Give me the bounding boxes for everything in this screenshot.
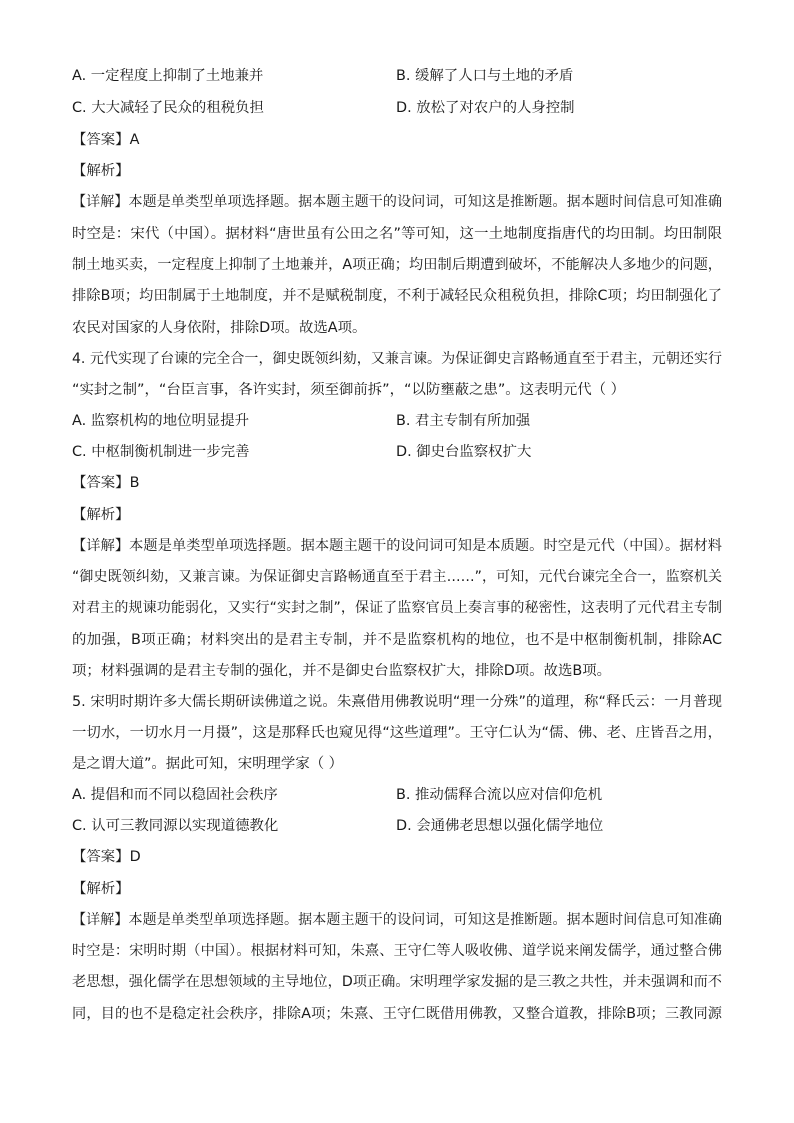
q4-answer: 【答案】B (72, 475, 140, 491)
q5-detail-line: 【详解】本题是单类型单项选择题。据本题主题干的设问词，可知这是推断题。据本题时间信息可知准确 (72, 912, 722, 928)
q4-stem-line: 4. 元代实现了台谏的完全合一，御史既领纠劾，又兼言谏。为保证御史言路畅通直至于君主，元朝还实行 (72, 351, 722, 367)
q3-detail-line: 农民对国家的人身依附，排除D项。故选A项。 (72, 320, 367, 336)
q4-option-a: A. 监察机构的地位明显提升 (72, 413, 250, 429)
q5-detail-line: 老思想，强化儒学在思想领域的主导地位，D项正确。宋明理学家发掘的是三教之共性，并未强调和而不 (72, 974, 722, 990)
q5-option-c: C. 认可三教同源以实现道德教化 (72, 818, 279, 834)
q5-detail-line: 时空是：宋明时期（中国）。根据材料可知，朱熹、王守仁等人吸收佛、道学说来阐发儒学，通过整合佛 (72, 943, 722, 959)
q4-detail-line: 项；材料强调的是君主专制的强化，并不是御史台监察权扩大，排除D项。故选B项。 (72, 663, 612, 679)
q5-option-b: B. 推动儒释合流以应对信仰危机 (396, 787, 603, 803)
q3-detail-line: 【详解】本题是单类型单项选择题。据本题主题干的设问词，可知这是推断题。据本题时间信息可知准确 (72, 194, 722, 210)
q4-detail-line: 【详解】本题是单类型单项选择题。据本题主题干的设问词可知是本质题。时空是元代（中国）。据材料 (72, 538, 722, 554)
q3-detail-line: 制土地买卖，一定程度上抑制了土地兼并，A项正确；均田制后期遭到破坏，不能解决人多地少的问题， (72, 257, 722, 273)
q5-stem-line: 是之谓大道”。据此可知，宋明理学家（ ） (72, 756, 344, 772)
q5-detail-line: 同，目的也不是稳定社会秩序，排除A项；朱熹、王守仁既借用佛教，又整合道教，排除B项；三教同源 (72, 1006, 722, 1022)
q4-detail-line: 的加强，B项正确；材料突出的是君主专制，并不是监察机构的地位，也不是中枢制衡机制，排除AC (72, 632, 722, 648)
q3-detail-line: 排除B项；均田制属于土地制度，并不是赋税制度，不利于减轻民众租税负担，排除C项；均田制强化了 (72, 288, 722, 304)
q4-option-c: C. 中枢制衡机制进一步完善 (72, 444, 250, 460)
q4-detail-line: “御史既领纠劾，又兼言谏。为保证御史言路畅通直至于君主……”，可知，元代台谏完全合一，监察机关 (72, 569, 722, 585)
q4-detail-line: 对君主的规谏功能弱化，又实行“实封之制”，保证了监察官员上奏言事的秘密性，这表明了元代君主专制 (72, 600, 722, 616)
q3-option-c: C. 大大减轻了民众的租税负担 (72, 100, 264, 116)
q5-stem-line: 一切水，一切水月一月摄”，这是那释氏也窥见得“这些道理”。王守仁认为“儒、佛、老、庄皆吾之用， (72, 725, 722, 741)
q3-analysis-label: 【解析】 (72, 163, 130, 179)
q3-detail-line: 时空是：宋代（中国）。据材料“唐世虽有公田之名”等可知，这一土地制度指唐代的均田制。均田制限 (72, 226, 722, 242)
q5-answer: 【答案】D (72, 849, 141, 865)
q5-option-a: A. 提倡和而不同以稳固社会秩序 (72, 787, 278, 803)
q4-option-b: B. 君主专制有所加强 (396, 413, 531, 429)
q4-analysis-label: 【解析】 (72, 507, 130, 523)
q5-analysis-label: 【解析】 (72, 881, 130, 897)
q5-stem-line: 5. 宋明时期许多大儒长期研读佛道之说。朱熹借用佛教说明“理一分殊”的道理，称“释氏云：一月普现 (72, 694, 722, 710)
q3-option-b: B. 缓解了人口与土地的矛盾 (396, 68, 574, 84)
q5-option-d: D. 会通佛老思想以强化儒学地位 (396, 818, 604, 834)
q3-answer: 【答案】A (72, 132, 140, 148)
q3-option-d: D. 放松了对农户的人身控制 (396, 100, 575, 116)
q4-option-d: D. 御史台监察权扩大 (396, 444, 532, 460)
q4-stem-line: “实封之制”，“台臣言事，各许实封，须至御前拆”，“以防壅蔽之患”。这表明元代（ ） (72, 382, 625, 398)
q3-option-a: A. 一定程度上抑制了土地兼并 (72, 68, 264, 84)
